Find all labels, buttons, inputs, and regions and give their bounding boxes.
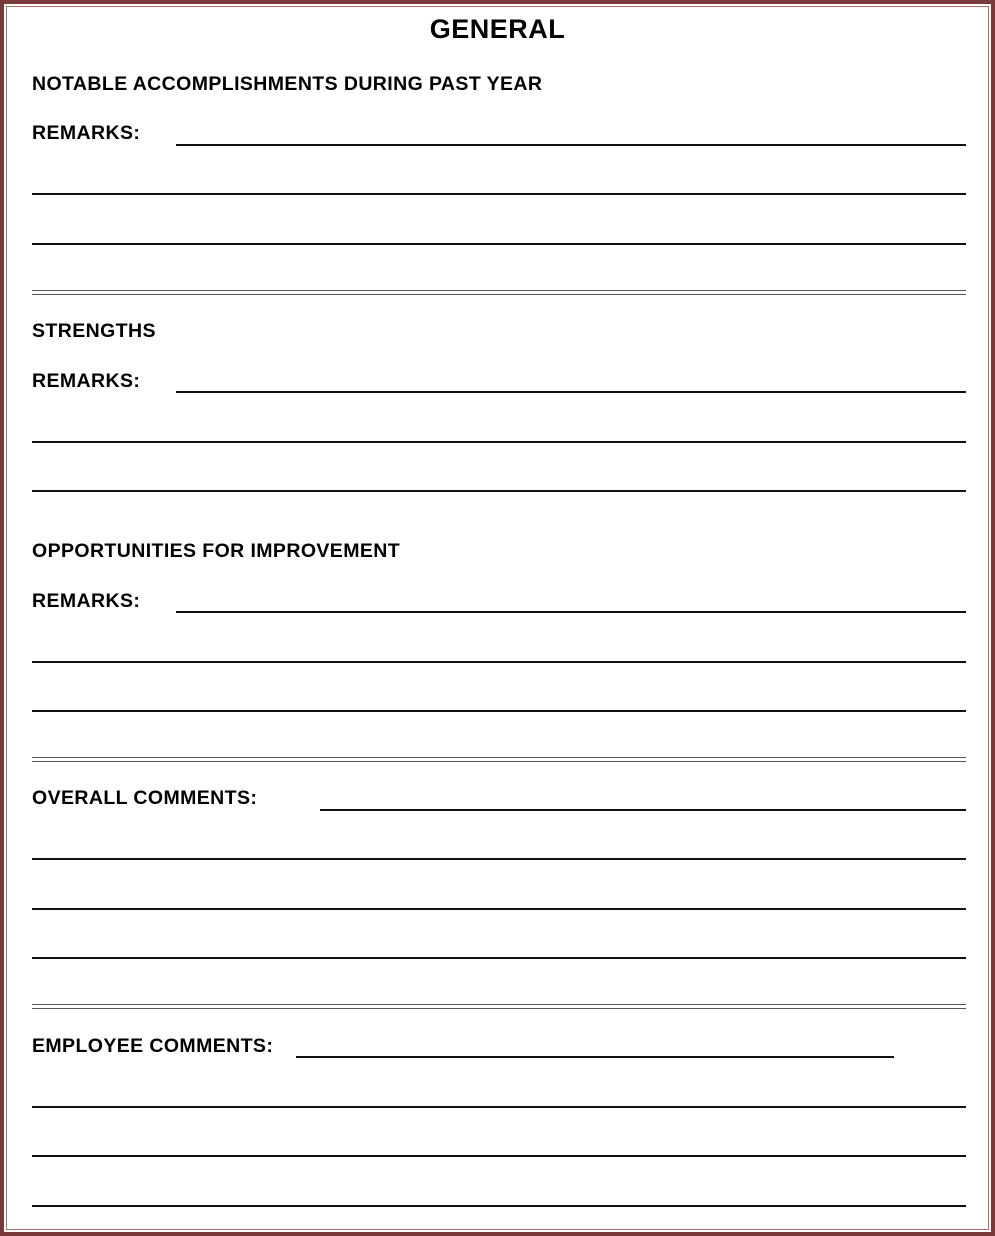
improvement-heading: OPPORTUNITIES FOR IMPROVEMENT [32,540,401,562]
improvement-remarks-line-1[interactable] [176,611,966,613]
page-title: GENERAL [429,14,566,44]
overall-comments-label: OVERALL COMMENTS: [32,787,258,809]
strengths-remarks-line-3[interactable] [32,490,966,492]
accomplishments-remarks-line-3[interactable] [32,243,966,245]
employee-comments-line-1[interactable] [296,1056,894,1058]
strengths-remarks-label: REMARKS: [32,370,141,392]
employee-comments-label: EMPLOYEE COMMENTS: [32,1035,274,1057]
improvement-remarks-line-2[interactable] [32,661,966,663]
employee-comments-line-4[interactable] [32,1205,966,1207]
employee-comments-line-2[interactable] [32,1106,966,1108]
improvement-remarks-line-3[interactable] [32,710,966,712]
strengths-remarks-line-1[interactable] [176,391,966,393]
improvement-remarks-label: REMARKS: [32,590,141,612]
employee-comments-line-3[interactable] [32,1155,966,1157]
accomplishments-remarks-label: REMARKS: [32,122,141,144]
strengths-heading: STRENGTHS [32,320,156,342]
section-divider-3 [32,1004,966,1009]
section-divider-2 [32,757,966,762]
section-divider-1 [32,290,966,295]
strengths-remarks-line-2[interactable] [32,441,966,443]
overall-comments-line-4[interactable] [32,957,966,959]
overall-comments-line-2[interactable] [32,858,966,860]
overall-comments-line-3[interactable] [32,908,966,910]
overall-comments-line-1[interactable] [320,809,966,811]
accomplishments-remarks-line-1[interactable] [176,144,966,146]
accomplishments-remarks-line-2[interactable] [32,193,966,195]
accomplishments-heading: NOTABLE ACCOMPLISHMENTS DURING PAST YEAR [32,73,543,95]
